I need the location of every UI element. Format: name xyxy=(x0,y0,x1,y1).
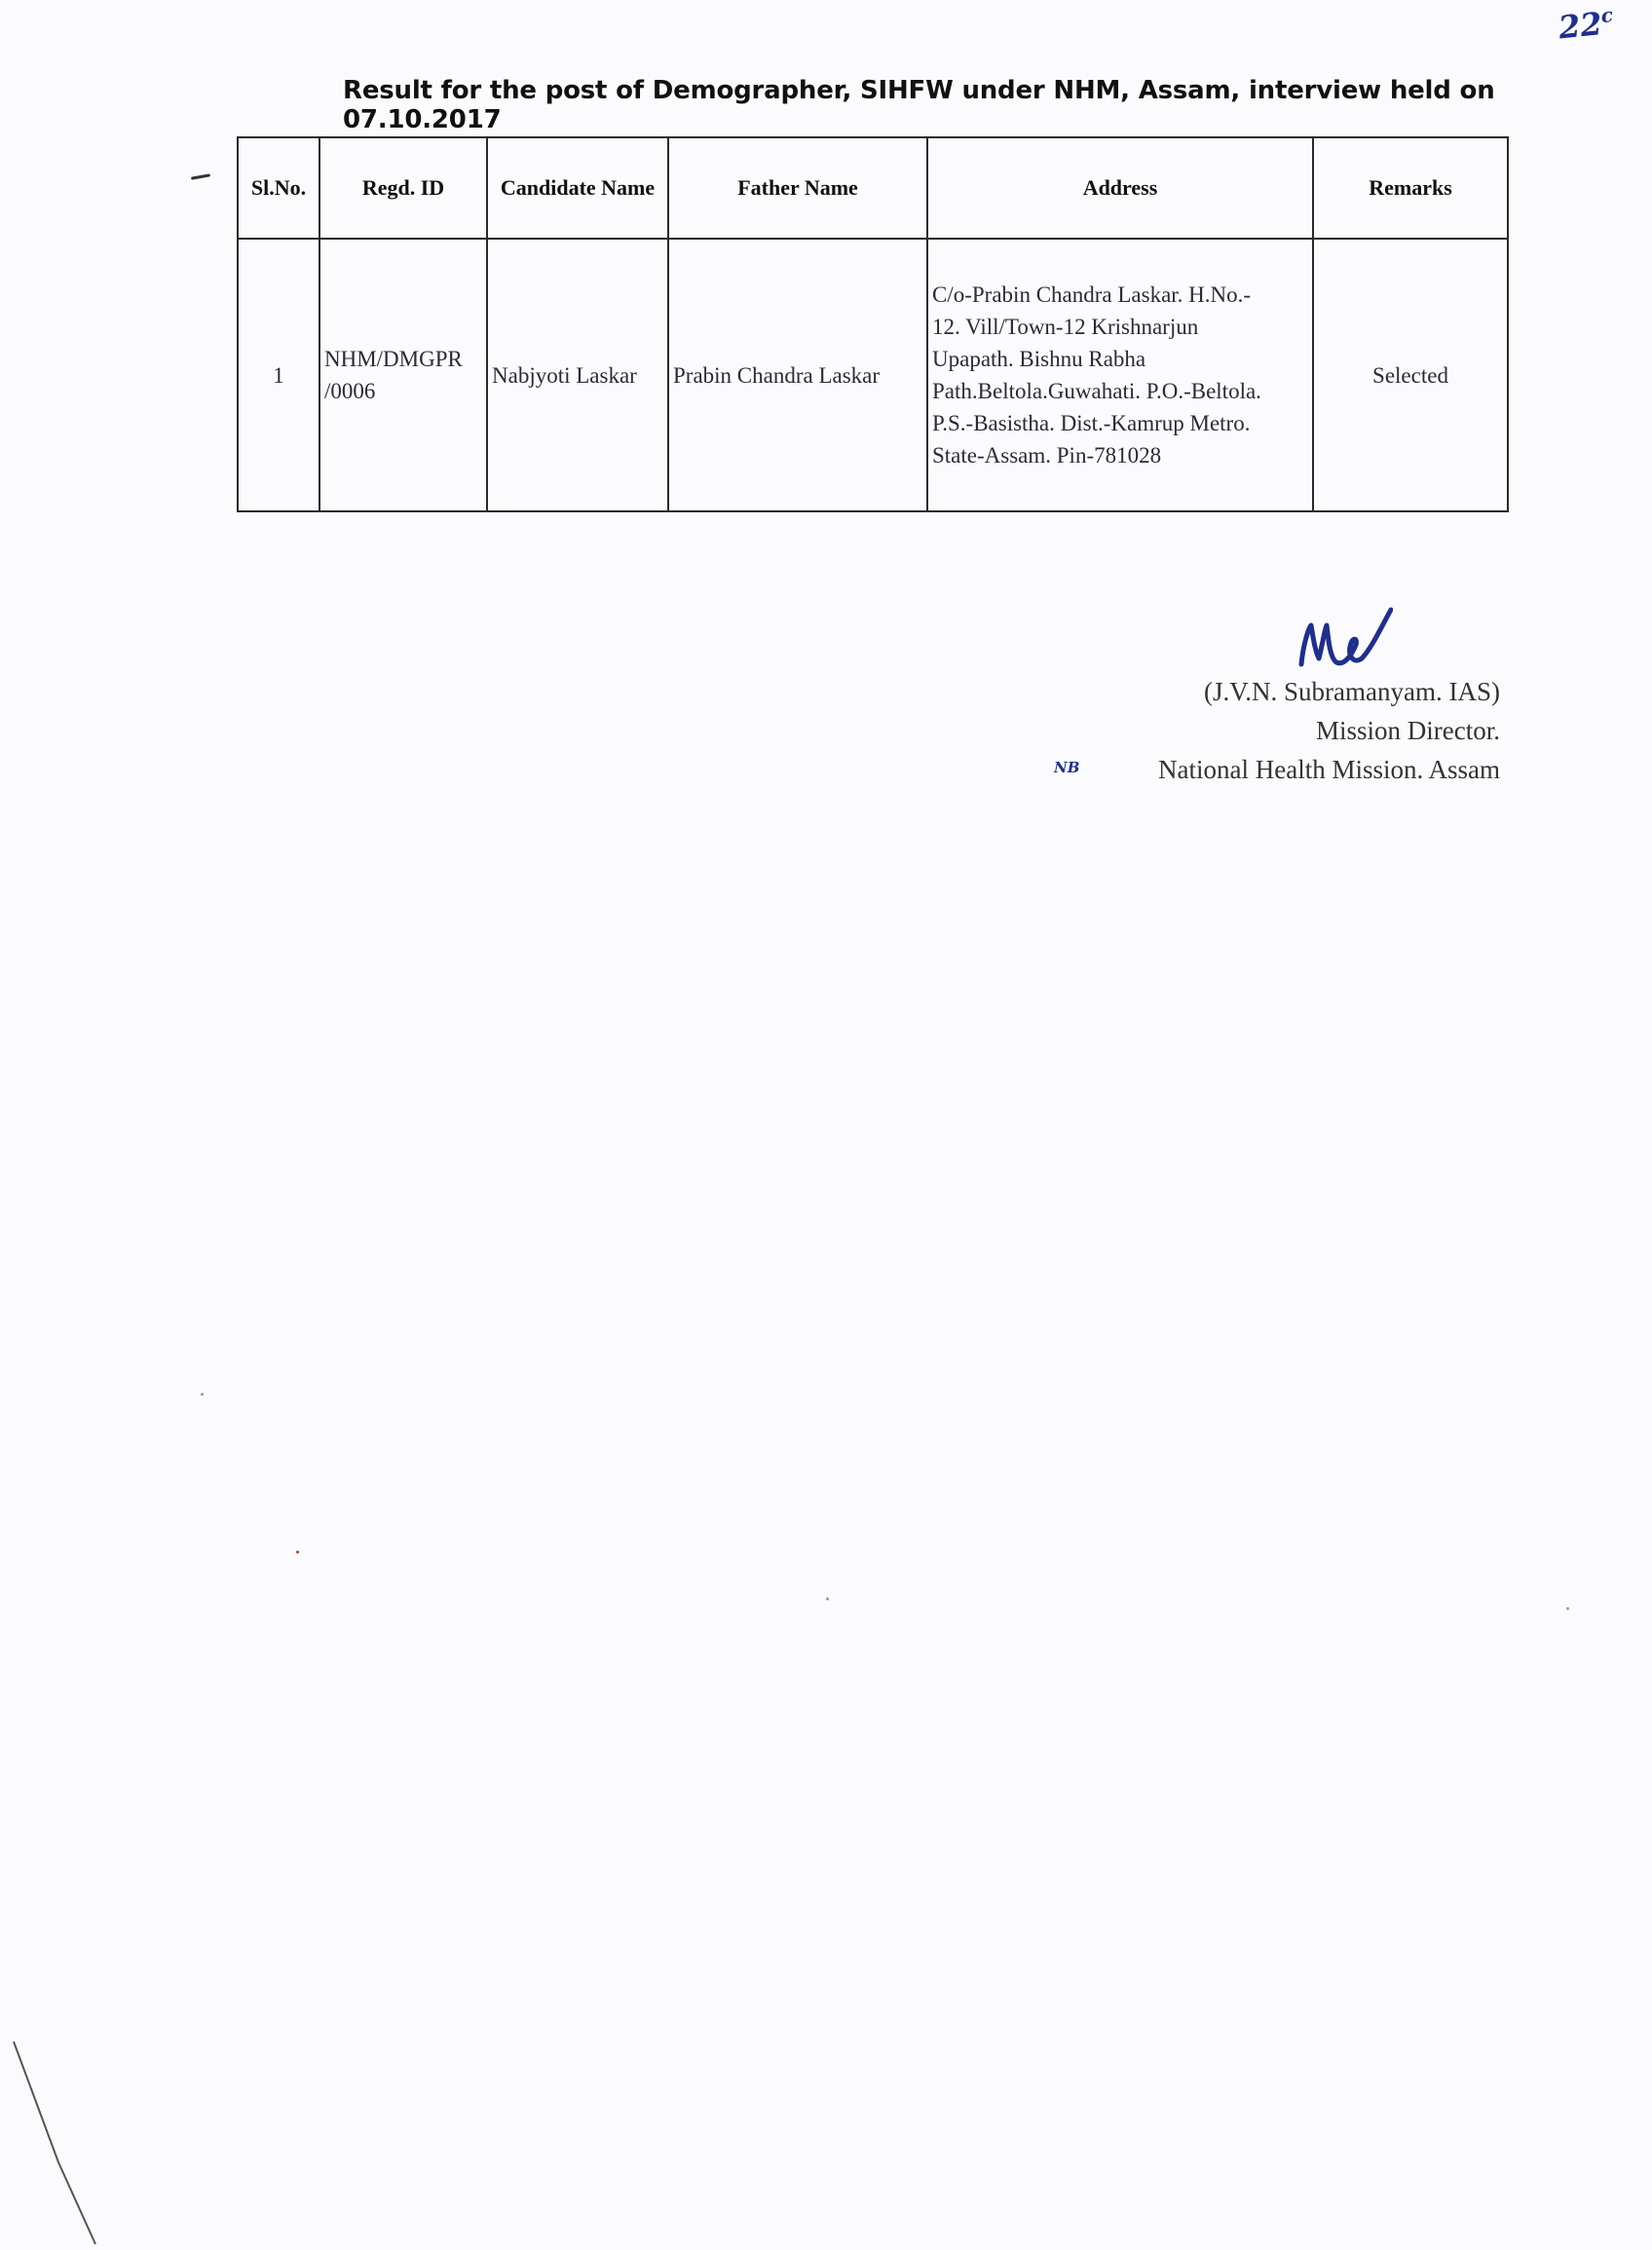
table-row xyxy=(238,239,1508,511)
table-header-row xyxy=(238,137,1508,239)
header-candidate-name: Candidate Name xyxy=(487,137,668,239)
cell-remarks: Selected xyxy=(1313,239,1508,511)
header-sl-no: Sl.No. xyxy=(238,137,319,239)
address-line: Upapath. Bishnu Rabha xyxy=(932,347,1146,371)
signatory-name: (J.V.N. Subramanyam. IAS) xyxy=(1204,677,1500,706)
address-line: State-Assam. Pin-781028 xyxy=(932,443,1162,468)
address-line: C/o-Prabin Chandra Laskar. H.No.- xyxy=(932,282,1252,307)
scan-speck xyxy=(826,1597,829,1600)
scan-speck xyxy=(296,1551,299,1554)
regd-id-line: /0006 xyxy=(324,379,376,403)
result-table xyxy=(237,136,1509,512)
cell-candidate-name: Nabjyoti Laskar xyxy=(487,239,668,511)
cell-father-name: Prabin Chandra Laskar xyxy=(668,239,927,511)
page-number: 22$^c$ xyxy=(1557,3,1615,47)
document-title: Result for the post of Demographer, SIHFW under NHM, Assam, interview held on 07.10.2017 xyxy=(343,76,1495,134)
address-line: Path.Beltola.Guwahati. P.O.-Beltola. xyxy=(932,379,1261,403)
scan-mark xyxy=(191,173,210,179)
scan-edge-line xyxy=(0,2036,117,2250)
handwritten-initials: NB xyxy=(1054,759,1080,776)
cell-sl-no: 1 xyxy=(238,239,319,511)
header-regd-id: Regd. ID xyxy=(319,137,487,239)
cell-regd-id xyxy=(319,239,487,511)
header-address: Address xyxy=(927,137,1313,239)
signature xyxy=(1295,604,1393,682)
signatory-organization: National Health Mission. Assam xyxy=(1158,755,1500,784)
header-father-name: Father Name xyxy=(668,137,927,239)
address-line: P.S.-Basistha. Dist.-Kamrup Metro. xyxy=(932,411,1251,435)
signatory-block xyxy=(1158,672,1500,789)
regd-id-line: NHM/DMGPR xyxy=(324,347,463,371)
header-remarks: Remarks xyxy=(1313,137,1508,239)
address-line: 12. Vill/Town-12 Krishnarjun xyxy=(932,315,1199,339)
scan-speck xyxy=(201,1393,204,1396)
cell-address xyxy=(927,239,1313,511)
signatory-designation: Mission Director. xyxy=(1316,716,1500,745)
scan-speck xyxy=(1566,1607,1569,1610)
